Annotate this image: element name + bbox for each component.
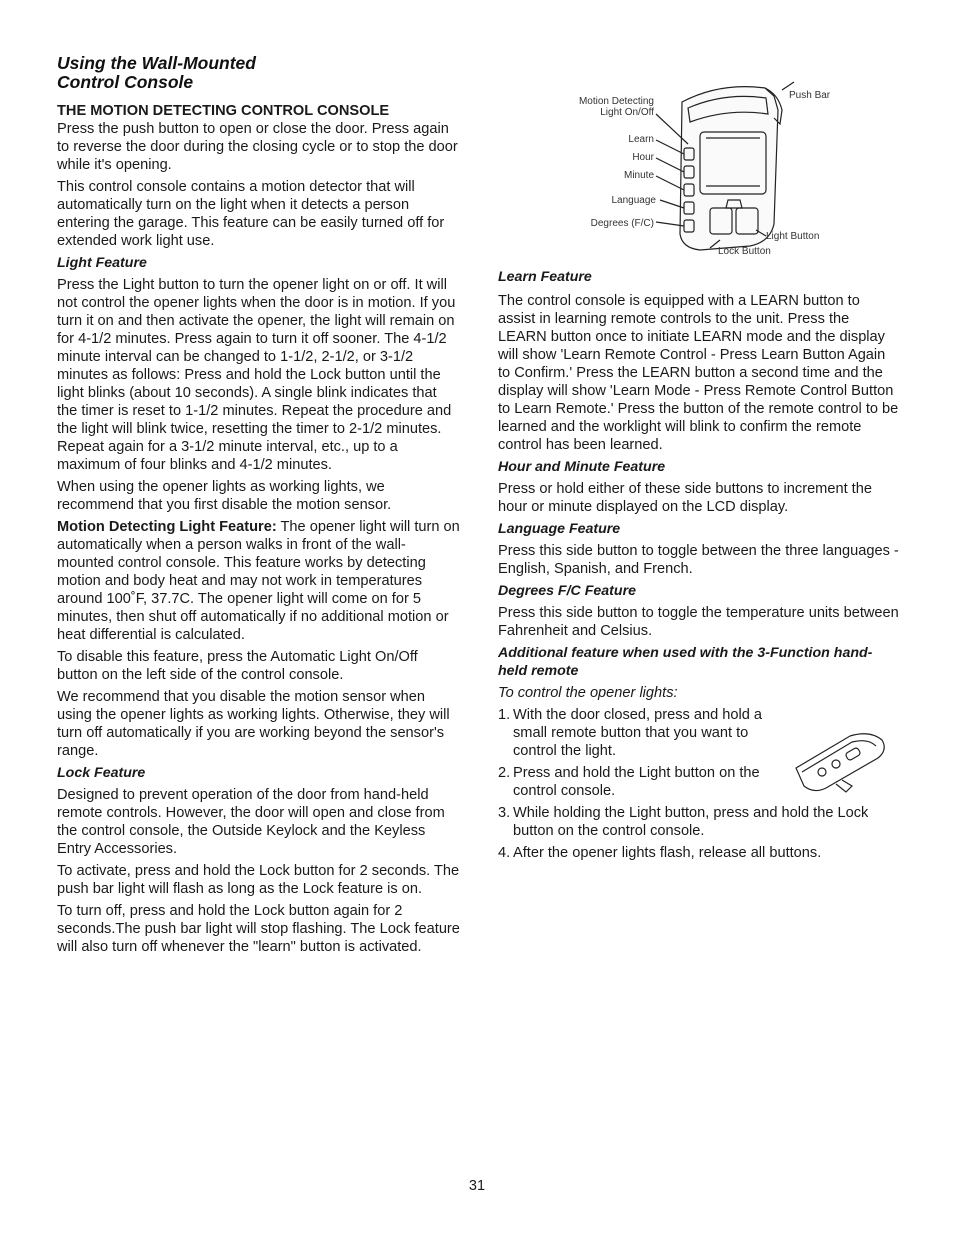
label-degrees: Degrees (F/C) [590,218,654,229]
step-text: With the door closed, press and hold a small remote button that you want to control the light. [513,707,763,759]
degrees-heading: Degrees F/C Feature [498,583,636,599]
section-title: THE MOTION DETECTING CONTROL CONSOLE [57,103,390,119]
lock-paragraph-1: Designed to prevent operation of the door from hand-held remote controls. However, the door will open and close from the control console, the Outside Keylock and the Keyless Entry Accessories. [57,787,445,857]
learn-paragraph: The control console is equipped with a LEARN button to assist in learning remote controls to the unit. Press the LEARN button once to initiate LEARN mode and the display will show 'Learn Remote Control - Press Learn Button Again to Confirm.' Press the LEARN button a second time and the display will show 'Learn Mode - Press Remote Control Button to Learn Remote.' Press the button of the remote control to be learned and the worklight will blink to confirm the remote control has been learned. [498,293,899,453]
light-feature-heading: Light Feature [57,255,147,271]
left-column [57,102,460,960]
step-number: 1. [498,707,511,723]
lock-paragraph-2: To activate, press and hold the Lock button for 2 seconds. The push bar light will flash as long as the Lock feature is on. [57,863,460,897]
label-push-bar: Push Bar [789,90,831,101]
intro-paragraph-2: This control console contains a motion detector that will automatically turn on the light when it detects a person entering the garage. This feature can be easily turned off for extended work light use. [57,179,445,249]
hour-minute-paragraph: Press or hold either of these side buttons to increment the hour or minute displayed on the LCD display. [498,481,872,515]
lock-feature-heading: Lock Feature [57,765,146,781]
motion-lead: Motion Detecting Light Feature: [57,519,277,535]
list-item [498,804,900,840]
additional-intro: To control the opener lights: [498,685,678,701]
label-light-button: Light Button [766,231,820,242]
disable-paragraph: To disable this feature, press the Automatic Light On/Off button on the left side of the control console. [57,649,418,683]
heading-line-2: Control Console [57,72,194,92]
label-motion-line-1: Motion Detecting [578,96,654,107]
motion-paragraph [57,518,460,644]
hour-minute-heading: Hour and Minute Feature [498,459,666,475]
step-number: 3. [498,805,511,821]
language-heading: Language Feature [498,521,621,537]
language-paragraph: Press this side button to toggle between the three languages - English, Spanish, and French. [498,543,899,577]
lock-paragraph-3: To turn off, press and hold the Lock button again for 2 seconds.The push bar light will stop flashing. The Lock feature will also turn off whenever the "learn" button is activated. [57,903,460,955]
additional-feature-heading: Additional feature when used with the 3-Function hand-held remote [498,645,873,679]
control-console-figure [560,74,850,264]
list-item [498,764,778,800]
light-feature-paragraph-2: When using the opener lights as working lights, we recommend that you first disable the motion sensor. [57,479,392,513]
label-minute: Minute [623,170,654,181]
degrees-paragraph: Press this side button to toggle the temperature units between Fahrenheit and Celsius. [498,605,899,639]
heading-line-1: Using the Wall-Mounted [57,53,256,73]
step-text: Press and hold the Light button on the control console. [513,765,760,799]
label-hour: Hour [632,152,654,163]
label-language: Language [611,195,656,206]
step-number: 2. [498,765,511,781]
list-item [498,844,900,862]
page-number: 31 [468,1178,486,1194]
step-number: 4. [498,845,511,861]
label-motion-detecting [572,96,654,118]
step-text: After the opener lights flash, release all buttons. [513,845,822,861]
label-lock-button: Lock Button [718,246,771,257]
recommend-paragraph: We recommend that you disable the motion sensor when using the opener lights as working lights. Otherwise, they will turn off automatically if you are working beyond the sensor's range. [57,689,450,759]
step-text: While holding the Light button, press and hold the Lock button on the control console. [513,805,869,839]
list-item [498,706,778,760]
learn-feature-heading: Learn Feature [498,269,592,285]
page-heading [57,54,357,92]
label-motion-line-2: Light On/Off [600,107,654,118]
light-feature-paragraph: Press the Light button to turn the opener light on or off. It will not control the opener lights when the door is in motion. If you turn it on and then activate the opener, the light will remain on for 4-1/2 minutes. Press again to turn it off sooner. The 4-1/2 minute interval can be changed to 1-1/2, 2-1/2, or 3-1/2 minutes as follows: Press and hold the Lock button until the light blinks (about 10 seconds). A single blink indicates that the timer is reset to 1-1/2 minutes. Repeat the procedure and the light will blink twice, resetting the timer to 2-1/2 minutes. Repeat again for a 3-1/2 minute interval, etc., up to a maximum of four blinks and 4-1/2 minutes. [57,277,456,473]
label-learn: Learn [628,134,654,145]
remote-control-icon [790,728,890,798]
intro-paragraph-1: Press the push button to open or close the door. Press again to reverse the door during the closing cycle or to stop the door while it's opening. [57,121,458,173]
motion-text: The opener light will turn on automatically when a person walks in front of the wall-mounted control console. This feature works by detecting motion and body heat and may not work in temperatures around 100˚F, 37.7C. The opener light will come on for 5 minutes, then shut off automatically if no additional motion or heat differential is calculated. [57,519,460,643]
